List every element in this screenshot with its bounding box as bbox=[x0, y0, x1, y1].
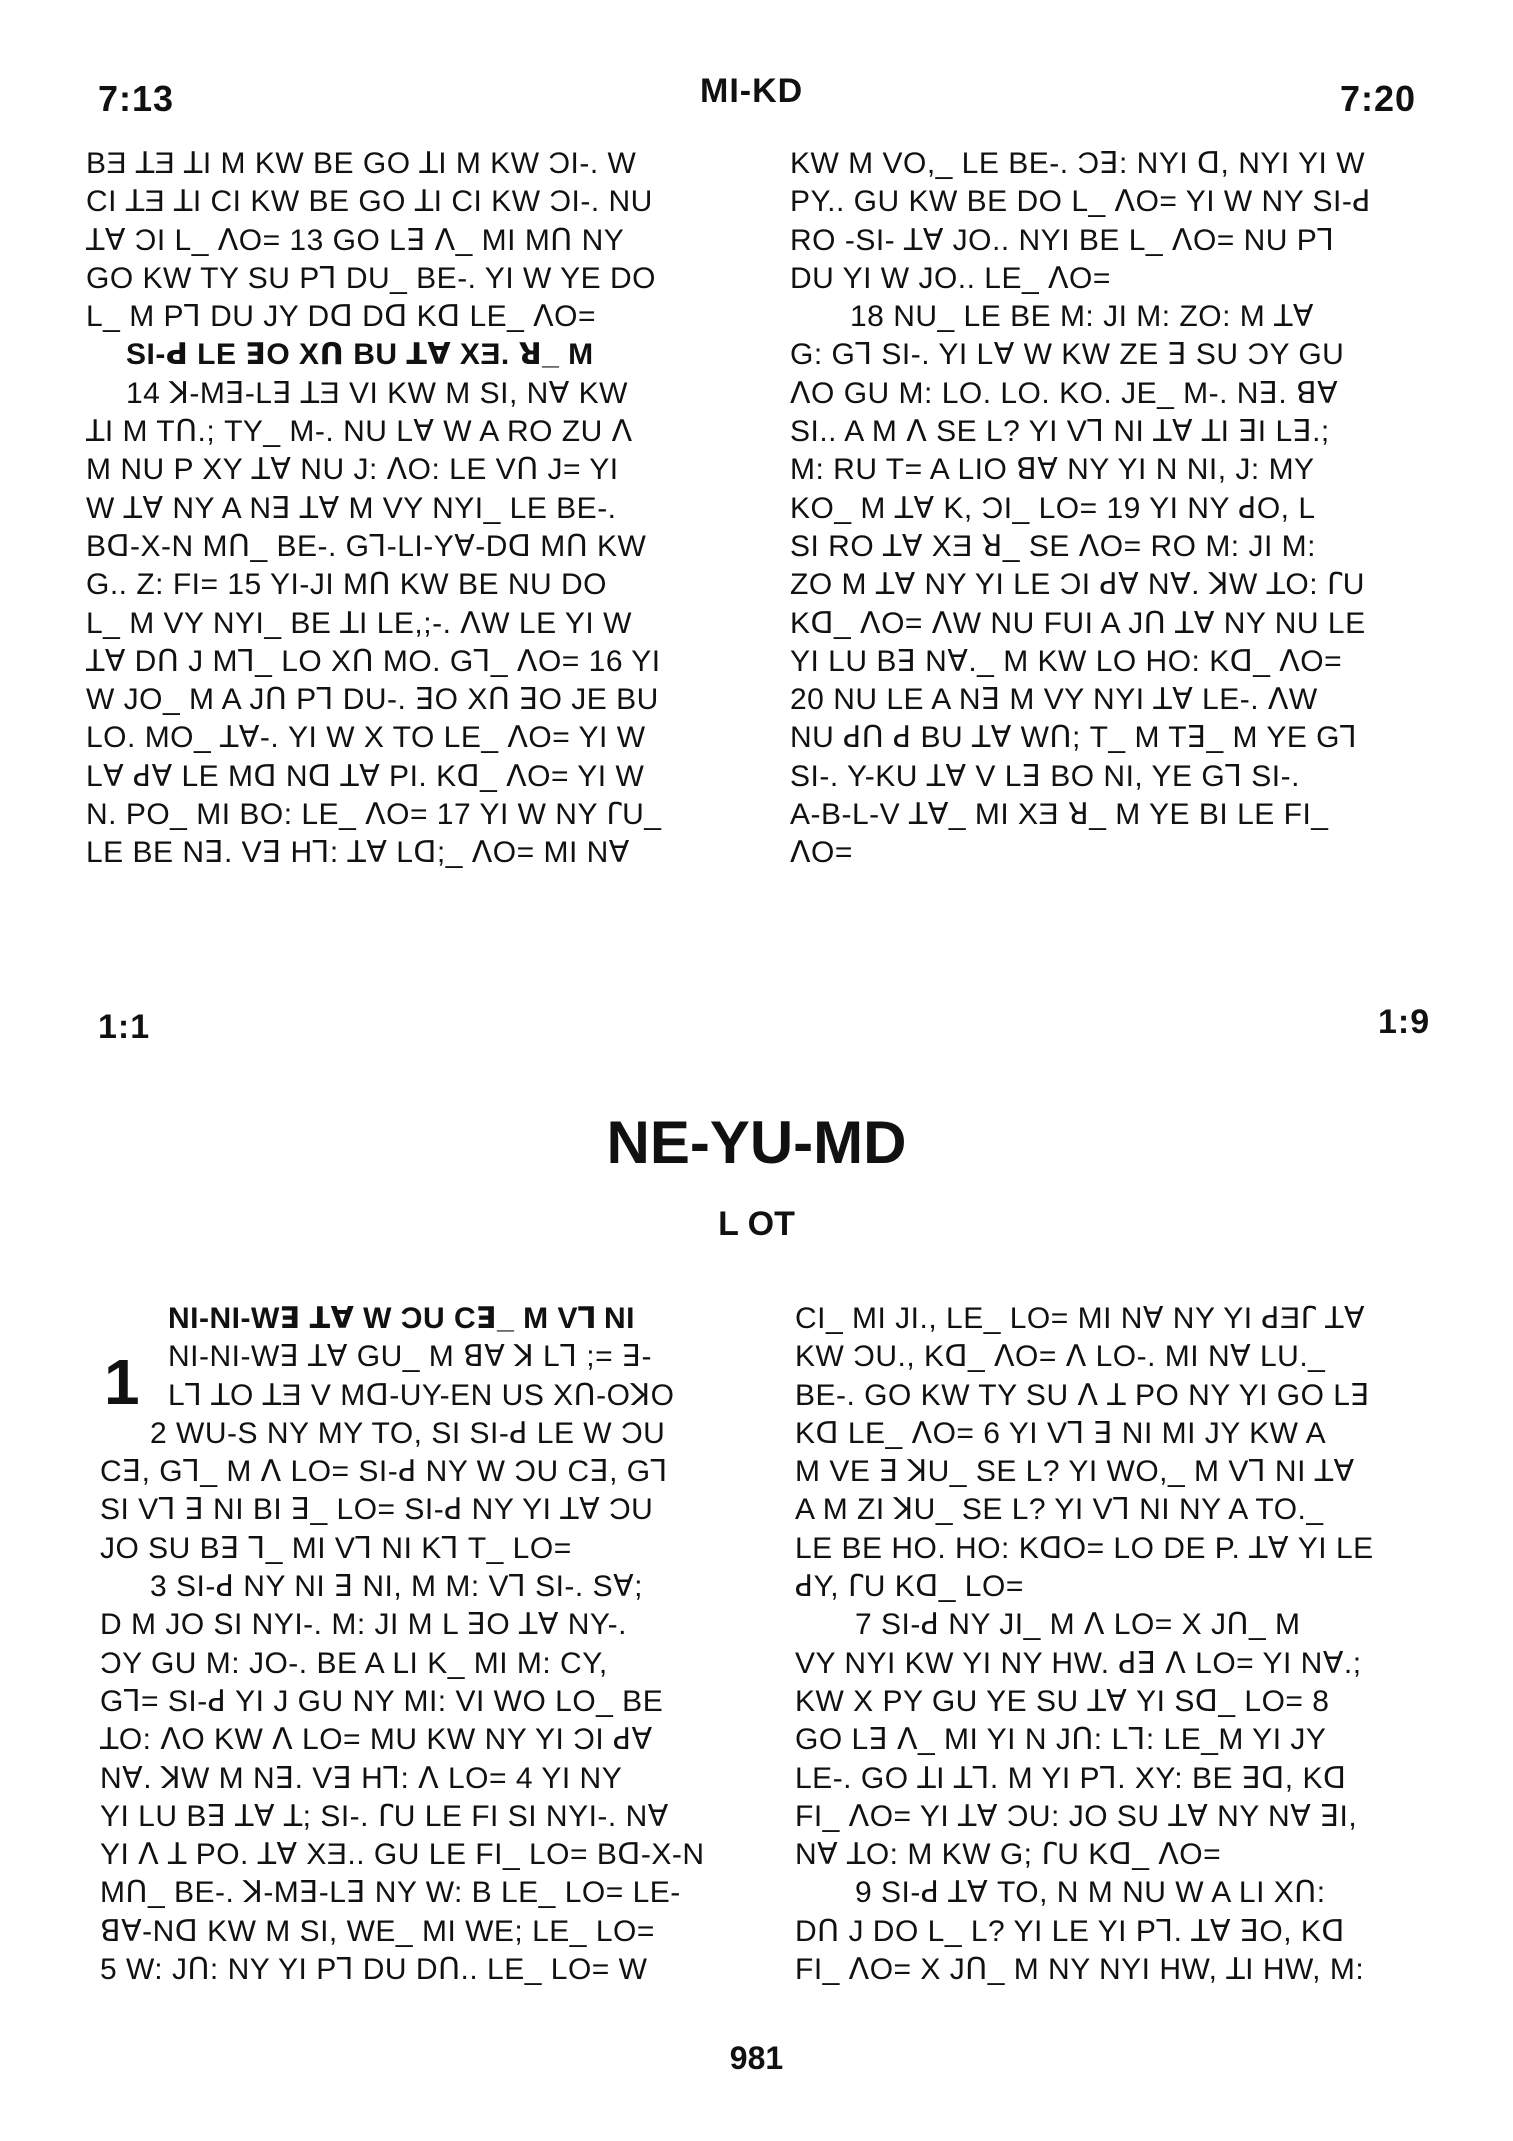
text-line: 18 NU_ LE BE M: JI M: ZO: M ꓕꓯ bbox=[850, 300, 1314, 334]
text-line: SI Vꓶ ꓱ NI BI ꓱ_ LO= SI-ꓒ NY YI ꓕꓯ ƆU bbox=[100, 1493, 654, 1527]
text-line: G: Gꓶ SI-. YI Lꓯ W KW ZE ꓱ SU ƆY GU bbox=[790, 338, 1345, 372]
text-line: A M ZI ꓘU_ SE L? YI Vꓶ NI NY A TO._ bbox=[795, 1493, 1324, 1527]
text-line: Gꓶ= SI-ꓒ YI J GU NY MI: VI WO LO_ BE bbox=[100, 1684, 664, 1718]
text-line: L_ M Pꓶ DU JY Dꓷ Dꓷ Kꓷ LE_ ꓥO= bbox=[86, 300, 597, 334]
text-line: ꓕꓯ Dꓵ J Mꓶ_ LO Xꓵ MO. Gꓶ_ ꓥO= 16 YI bbox=[86, 644, 661, 678]
text-line: LE-. GO ꓕI ꓕꓶ. M YI Pꓶ. XY: BE ꓱꓷ, Kꓷ bbox=[795, 1761, 1347, 1795]
text-line: N. PO_ MI BO: LE_ ꓥO= 17 YI W NY ꓩU_ bbox=[86, 798, 662, 832]
text-line: CI_ MI JI., LE_ LO= MI Nꓯ NY YI ꓒƎꓩ ꓕꓯ bbox=[795, 1302, 1366, 1335]
text-line: 14 ꓘ-Mꓱ-Lꓱ ꓕƎ VI KW M SI, Nꓯ KW bbox=[126, 376, 628, 410]
text-line: YI ꓥ ꓕ PO. ꓕꓯ XƎ.. GU LE FI_ LO= Bꓷ-X-N bbox=[100, 1838, 705, 1872]
text-line: YI LU Bꓱ ꓕꓯ ꓕ; SI-. ꓩU LE FI SI NYI-. Nꓯ bbox=[100, 1799, 669, 1833]
text-line: DU YI W JO.. LE_ ꓥO= bbox=[790, 261, 1111, 295]
text-line: A-B-L-V ꓕꓯ_ MI XƎ ꓤ_ M YE BI LE FI_ bbox=[790, 798, 1329, 832]
running-head-book-title: MI-KD bbox=[700, 72, 804, 110]
text-line: GO Lꓱ ꓥ_ MI YI N Jꓵ: Lꓶ: LE_M YI JY bbox=[795, 1723, 1327, 1757]
running-head-right-verse: 7:20 bbox=[1340, 78, 1417, 119]
text-line: M: RU T= A LIO ꓭꓯ NY YI N NI, J: MY bbox=[790, 453, 1315, 487]
text-line: 3 SI-ꓒ NY NI ꓱ NI, M M: Vꓶ SI-. Sꓯ; bbox=[150, 1570, 643, 1604]
chapter-marker-right: 1:9 bbox=[1378, 1003, 1431, 1041]
text-line: 2 WU-S NY MY TO, SI SI-ꓒ LE W ƆU bbox=[150, 1416, 666, 1450]
text-line: Cꓱ, Gꓶ_ M ꓥ LO= SI-ꓒ NY W ƆU Cꓱ, Gꓶ bbox=[100, 1455, 668, 1489]
text-line: LE BE Nꓱ. Vꓱ Hꓶ: ꓕꓯ Lꓷ;_ ꓥO= MI Nꓯ bbox=[86, 836, 630, 870]
page-number: 981 bbox=[729, 2040, 784, 2076]
text-line: BE-. GO KW TY SU ꓥ ꓕ PO NY YI GO Lꓱ bbox=[795, 1378, 1370, 1412]
text-line: ꓥO GU M: LO. LO. KO. JE_ M-. Nꓱ. ꓭꓯ bbox=[790, 376, 1339, 410]
text-line: Bꓷ-X-N Mꓵ_ BE-. Gꓶ-LI-Yꓯ-Dꓷ Mꓵ KW bbox=[86, 529, 647, 563]
lower-left-column bbox=[100, 1300, 760, 1989]
text-line: NU ꓒꓵ ꓒ BU ꓕꓯ Wꓵ; T_ M Tꓱ_ M YE Gꓶ bbox=[790, 721, 1358, 755]
text-line: 7 SI-ꓒ NY JI_ M ꓥ LO= X Jꓵ_ M bbox=[855, 1608, 1301, 1642]
text-line: NI-NI-Wꓱ ꓕꓯ GU_ M ꓭꓯ ꓘ Lꓶ ;= ꓱ- bbox=[168, 1340, 652, 1374]
text-line: SI-ꓒ LE ꓱO Xꓵ BU ꓕꓯ XƎ. ꓤ_ M bbox=[126, 338, 594, 372]
chapter-drop-cap: 1 bbox=[104, 1346, 140, 1418]
text-line: YI LU Bꓱ Nꓯ._ M KW LO HO: Kꓷ_ ꓥO= bbox=[790, 644, 1343, 678]
text-line: Nꓯ. ꓘW M Nꓱ. Vꓱ Hꓶ: ꓥ LO= 4 YI NY bbox=[100, 1761, 623, 1795]
text-line: W ꓕꓯ NY A Nꓱ ꓕꓯ M VY NYI_ LE BE-. bbox=[86, 491, 617, 525]
text-line: LO. MO_ ꓕꓯ-. YI W X TO LE_ ꓥO= YI W bbox=[86, 721, 646, 755]
text-line: ꓒY, ꓩU Kꓷ_ LO= bbox=[795, 1570, 1024, 1604]
text-line: Mꓵ_ BE-. ꓘ-Mꓱ-Lꓱ NY W: B LE_ LO= LE- bbox=[100, 1876, 681, 1910]
text-line: Kꓷ LE_ ꓥO= 6 YI Vꓶ ꓱ NI MI JY KW A bbox=[795, 1416, 1327, 1450]
text-line: ꓕO: ꓥO KW ꓥ LO= MU KW NY YI ƆI ꓒꓯ bbox=[100, 1723, 653, 1757]
text-line: JO SU Bꓱ ꓶ_ MI Vꓶ NI Kꓶ T_ LO= bbox=[100, 1531, 572, 1565]
text-line: M NU P XY ꓕꓯ NU J: ꓥO: LE Vꓵ J= YI bbox=[86, 453, 619, 487]
text-line: SI RO ꓕꓯ XƎ ꓤ_ SE ꓥO= RO M: JI M: bbox=[790, 529, 1316, 563]
text-line: 9 SI-ꓒ ꓕꓯ TO, N M NU W A LI Xꓵ: bbox=[855, 1876, 1326, 1910]
text-line: ƆY GU M: JO-. BE A LI K_ MI M: CY, bbox=[100, 1646, 608, 1680]
text-line: Dꓵ J DO L_ L? YI LE YI Pꓶ. ꓕꓯ ꓱO, Kꓷ bbox=[795, 1914, 1345, 1948]
text-line: 5 W: Jꓵ: NY YI Pꓶ DU Dꓵ.. LE_ LO= W bbox=[100, 1953, 648, 1987]
text-line: SI.. A M ꓥ SE L? YI Vꓶ NI ꓕꓯ ꓕI ꓱI Lꓱ.; bbox=[790, 415, 1330, 449]
text-line: FI_ ꓥO= YI ꓕꓯ ƆU: JO SU ꓕꓯ NY Nꓯ ꓱI, bbox=[795, 1799, 1358, 1833]
text-line: Lꓯ ꓒꓯ LE Mꓷ Nꓷ ꓕꓯ PI. Kꓷ_ ꓥO= YI W bbox=[86, 759, 645, 793]
text-line: ꓭꓯ-Nꓷ KW M SI, WE_ MI WE; LE_ LO= bbox=[100, 1914, 655, 1948]
text-line: FI_ ꓥO= X Jꓵ_ M NY NYI HW, ꓕI HW, M: bbox=[795, 1953, 1365, 1987]
text-line: KO_ M ꓕꓯ K, ƆI_ LO= 19 YI NY ꓒO, L bbox=[790, 491, 1316, 525]
text-line: KW ƆU., Kꓷ_ ꓥO= ꓥ LO-. MI Nꓯ LU._ bbox=[795, 1340, 1326, 1374]
text-line: ꓥO= bbox=[790, 836, 853, 870]
text-line: CI ꓕƎ ꓕI CI KW BE GO ꓕI CI KW ƆI-. NU bbox=[86, 185, 653, 219]
text-line: KW M VO,_ LE BE-. Ɔꓱ: NYI ꓷ, NYI YI W bbox=[790, 147, 1366, 180]
text-line: Nꓯ ꓕO: M KW G; ꓩU Kꓷ_ ꓥO= bbox=[795, 1838, 1222, 1872]
text-line: LE BE HO. HO: KꓷO= LO DE P. ꓕꓯ YI LE bbox=[795, 1531, 1374, 1565]
text-line: ꓕI M Tꓵ.; TY_ M-. NU Lꓯ W A RO ZU ꓥ bbox=[86, 415, 633, 449]
text-line: M VE ꓱ ꓘU_ SE L? YI WO,_ M Vꓶ NI ꓕꓯ bbox=[795, 1455, 1355, 1489]
upper-right-column bbox=[790, 145, 1460, 873]
text-line: W JO_ M A Jꓵ Pꓶ DU-. ꓱO Xꓵ ꓱO JE BU bbox=[86, 683, 659, 717]
text-line: BƎ ꓕƎ ꓕI M KW BE GO ꓕI M KW ƆI-. W bbox=[86, 147, 637, 180]
text-line: Lꓶ ꓕO ꓕƎ V Mꓷ-UY-EN US Xꓵ-OꓘO bbox=[168, 1378, 675, 1412]
text-line: ZO M ꓕꓯ NY YI LE ƆI ꓒꓯ Nꓯ. ꓘW ꓕO: ꓩU bbox=[790, 568, 1365, 602]
text-line: D M JO SI NYI-. M: JI M L ꓱO ꓕꓯ NY-. bbox=[100, 1608, 627, 1642]
text-line: G.. Z: FI= 15 YI-JI Mꓵ KW BE NU DO bbox=[86, 568, 607, 602]
text-line: NI-NI-Wꓱ ꓕꓯ W ƆU Cꓱ_ M Vꓶ NI bbox=[168, 1302, 636, 1335]
book-title: NE-YU-MD bbox=[606, 1109, 907, 1176]
text-line: KW X PY GU YE SU ꓕꓯ YI Sꓷ_ LO= 8 bbox=[795, 1684, 1330, 1718]
text-line: VY NYI KW YI NY HW. ꓒꓱ ꓥ LO= YI Nꓯ.; bbox=[795, 1646, 1362, 1680]
text-line: PY.. GU KW BE DO L_ ꓥO= YI W NY SI-ꓒ bbox=[790, 185, 1371, 219]
text-line: RO -SI- ꓕꓯ JO.. NYI BE L_ ꓥO= NU Pꓶ bbox=[790, 223, 1335, 257]
text-line: ꓕꓯ ƆI L_ ꓥO= 13 GO Lꓱ ꓥ_ MI Mꓵ NY bbox=[86, 223, 625, 257]
text-line: GO KW TY SU Pꓶ DU_ BE-. YI W YE DO bbox=[86, 261, 656, 295]
running-head-left-verse: 7:13 bbox=[98, 78, 175, 119]
chapter-marker-left: 1:1 bbox=[98, 1008, 151, 1046]
book-subtitle: L OT bbox=[718, 1205, 795, 1243]
upper-left-column bbox=[86, 145, 756, 873]
text-line: 20 NU LE A Nꓱ M VY NYI ꓕꓯ LE-. ꓥW bbox=[790, 683, 1318, 717]
text-line: Kꓷ_ ꓥO= ꓥW NU FUI A Jꓵ ꓕꓯ NY NU LE bbox=[790, 606, 1366, 640]
lower-right-column bbox=[795, 1300, 1465, 1989]
text-line: SI-. Y-KU ꓕꓯ V Lꓱ BO NI, YE Gꓶ SI-. bbox=[790, 759, 1300, 793]
text-line: L_ M VY NYI_ BE ꓕI LE,;-. ꓥW LE YI W bbox=[86, 606, 632, 640]
